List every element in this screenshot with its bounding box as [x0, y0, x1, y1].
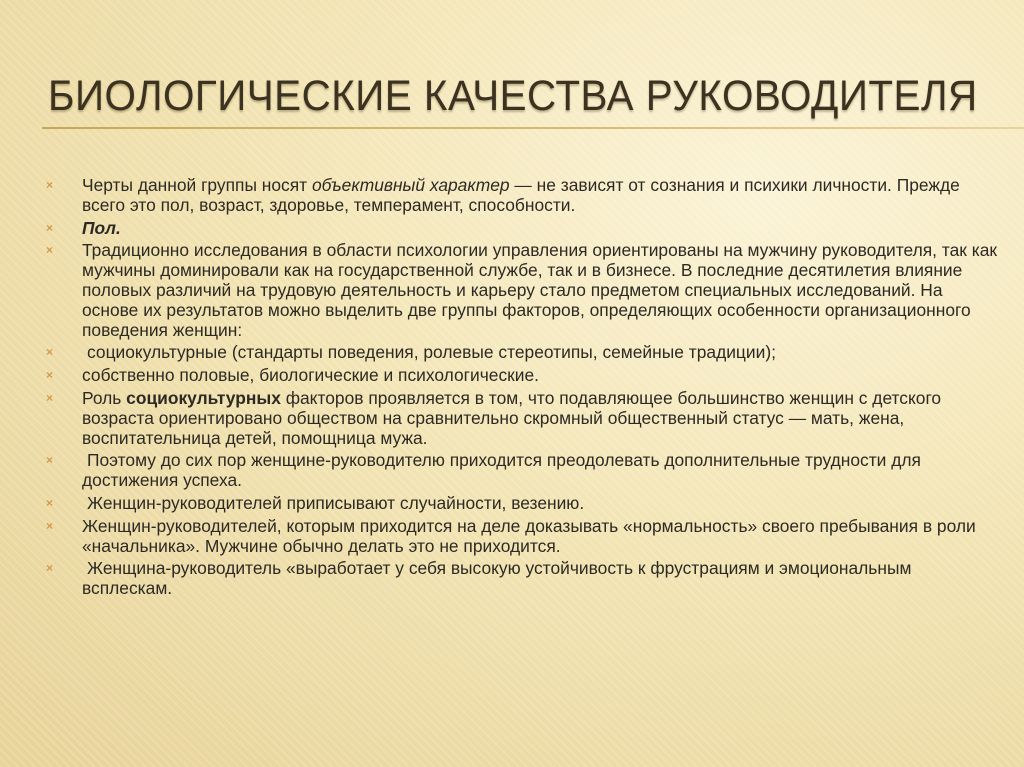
bullet-cross-icon: × — [46, 220, 54, 235]
item-text: Женщин-руководителей, которым приходится на деле доказывать «нормальность» своего пребывания в роли «начальника». Мужчине обычно делать это не приходится. — [82, 515, 976, 556]
list-item — [44, 241, 999, 340]
item-text: Женщина-руководитель «выработает у себя высокую устойчивость к фрустрациям и эмоциональным всплескам. — [82, 558, 912, 599]
bullet-cross-icon: × — [46, 243, 54, 258]
item-text: Традиционно исследования в области психологии управления ориентированы на мужчину руководителя, так как мужчины доминировали как на государственной службе, так и в бизнесе. В последние десятилетия влияние половых различий на трудовую деятельность и карьеру стало предметом специальных исследований. На основе их результатов можно выделить две группы факторов, определяющих особенности организационного поведения женщин: — [82, 240, 998, 340]
list-item — [44, 451, 999, 491]
list-item — [44, 176, 999, 216]
item-text: Черты данной группы носят — [82, 175, 312, 195]
item-text: социокультурные (стандарты поведения, ролевые стереотипы, семейные традиции); — [87, 342, 776, 363]
slide-title: БИОЛОГИЧЕСКИЕ КАЧЕСТВА РУКОВОДИТЕЛЯ — [48, 72, 978, 120]
bullet-cross-icon: × — [46, 518, 54, 533]
item-text-bold: социокультурных — [126, 387, 281, 408]
title-underline — [42, 127, 1024, 129]
item-text: Женщин-руководителей приписывают случайности, везению. — [87, 492, 585, 513]
list-item — [44, 517, 999, 557]
bullet-cross-icon: × — [46, 453, 54, 468]
bullet-cross-icon: × — [46, 178, 54, 192]
bullet-cross-icon: × — [46, 390, 54, 405]
bullet-cross-icon: × — [46, 561, 54, 576]
item-text: факторов проявляется в том, что подавляющее большинство женщин с детского возраста ориентировано обществом на сравнительно скромный общественный статус — мать, жена, воспитательница детей, помощница мужа. — [82, 387, 942, 448]
item-text-bold-italic: Пол — [82, 217, 116, 238]
list-item — [44, 494, 999, 514]
list-item — [44, 366, 999, 386]
item-text: Поэтому до сих пор женщине-руководителю приходится преодолевать дополнительные трудности для достижения успеха. — [82, 450, 921, 491]
item-text: собственно половые, биологические и психологические. — [82, 365, 539, 386]
item-text: — не зависят от сознания и психики личности. Прежде всего это пол, возраст, здоровье, темперамент, способности. — [82, 175, 960, 215]
item-text-italic: объективный характер — [311, 175, 510, 195]
bullet-cross-icon: × — [46, 495, 54, 510]
list-item — [44, 343, 999, 363]
bullet-list — [44, 176, 999, 602]
item-text: . — [115, 217, 121, 238]
item-text: Роль — [82, 387, 127, 408]
list-item — [44, 219, 999, 239]
bullet-cross-icon: × — [46, 345, 54, 360]
list-item — [44, 559, 999, 599]
list-item — [44, 389, 999, 448]
bullet-cross-icon: × — [46, 368, 54, 383]
